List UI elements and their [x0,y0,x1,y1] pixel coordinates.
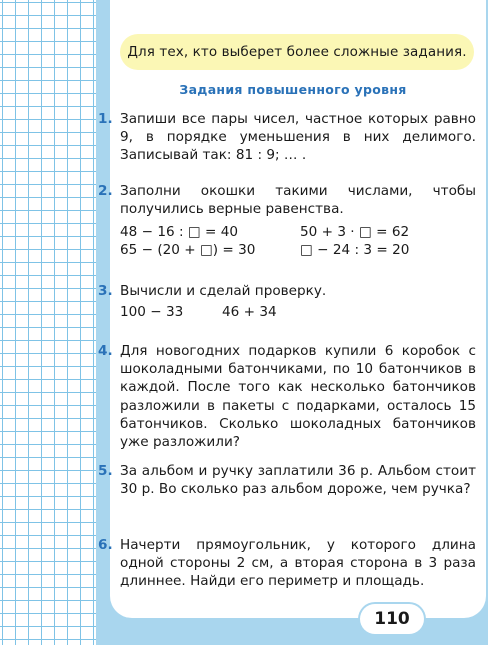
expression: 46 + 34 [222,304,277,320]
task-text: Заполни окошки такими числами, чтобы получились верные равенства. [120,183,476,218]
task-text: Запиши все пары чисел, частное которых равно 9, в порядке уменьшения в них делимого. Записывай так: 81 : 9; … . [120,111,476,164]
task-number: 4. [98,343,113,359]
page-number: 110 [360,604,424,634]
graph-paper-margin [0,0,96,645]
task-text: Вычисли и сделай проверку. [120,283,327,299]
expression: 100 − 33 [120,304,184,320]
equation: 48 − 16 : □ = 40 [120,224,239,240]
task-text: Начерти прямоугольник, у которого длина одной стороны 2 см, а вторая сторона в 3 раза длиннее. Найди его периметр и площадь. [120,537,476,590]
task-text: За альбом и ручку заплатили 36 р. Альбом стоит 30 р. Во сколько раз альбом дороже, чем ручка? [120,463,476,498]
task-number: 3. [98,283,113,299]
task-number: 6. [98,537,113,553]
task-number: 2. [98,183,113,199]
hard-tasks-banner: Для тех, кто выберет более сложные задания. [120,34,474,70]
task-number: 5. [98,463,113,479]
task-6 [98,536,476,591]
task-2 [98,182,476,218]
equation: 65 − (20 + □) = 30 [120,242,256,258]
task-text: Для новогодних подарков купили 6 коробок с шоколадными батончиками, по 10 батончиков в каждой. После того как несколько батончиков разложили в пакеты с подарками, осталось 15 батончиков. Сколько шоколадных батончиков уже разложили? [120,343,476,451]
task-1 [98,110,476,165]
task-4 [98,342,476,451]
task-5 [98,462,476,498]
task-3 [98,282,476,300]
equation: □ − 24 : 3 = 20 [300,242,410,258]
section-title: Задания повышенного уровня [179,82,407,97]
equation: 50 + 3 · □ = 62 [300,224,410,240]
task-number: 1. [98,111,113,127]
